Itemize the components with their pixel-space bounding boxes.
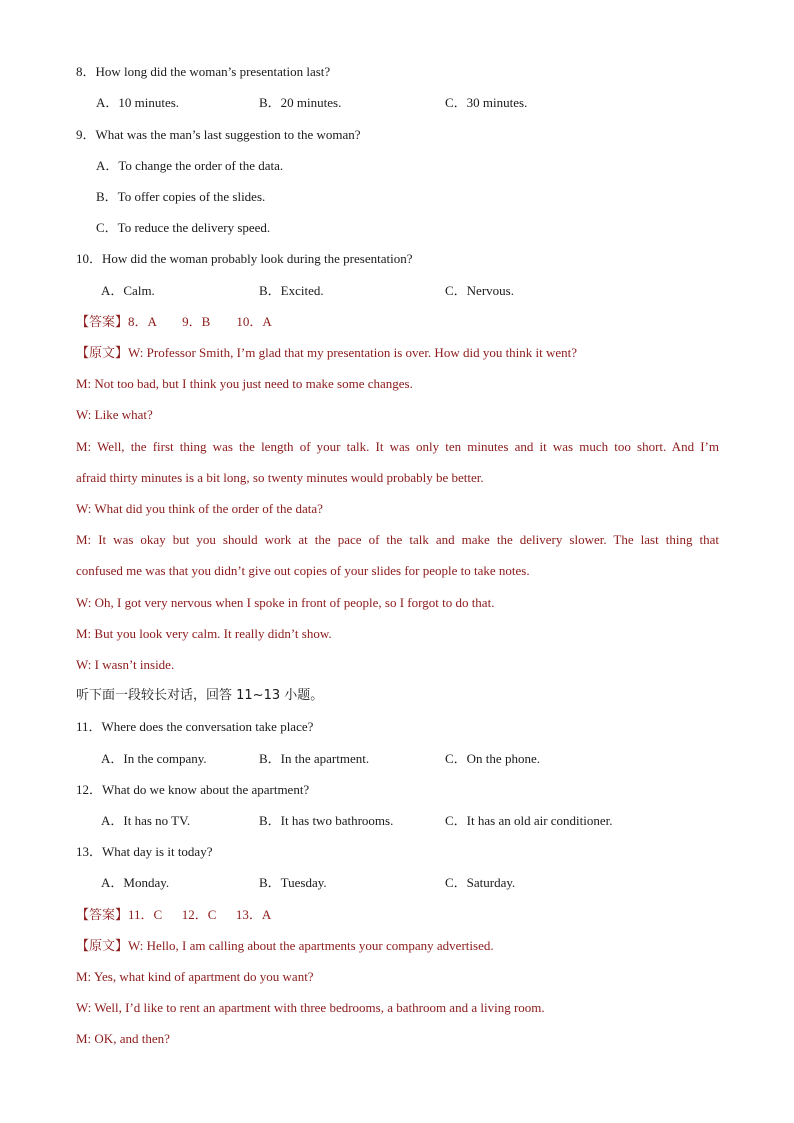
answer-block-1 <box>76 314 272 331</box>
transcript-line: M: It was okay but you should work at the pace of the talk and make the delivery slower. The last thing that <box>76 532 719 547</box>
q13-option-a: A．Monday. <box>101 875 170 890</box>
q11-option-c: C．On the phone. <box>445 751 540 766</box>
q8-option-b: B．20 minutes. <box>259 95 342 110</box>
question-11: 11．Where does the conversation take place? <box>76 719 314 734</box>
transcript-line: confused me was that you didn’t give out copies of your slides for people to take notes. <box>76 563 530 578</box>
transcript-line: M: Well, the first thing was the length of your talk. It was only ten minutes and it was much too short. And I’m <box>76 439 719 454</box>
transcript-block-2 <box>76 938 494 955</box>
q11-option-a: A．In the company. <box>101 751 207 766</box>
answer-label: 【答案】 <box>76 315 129 330</box>
q10-option-c: C．Nervous. <box>445 283 514 298</box>
transcript-line: W: Well, I’d like to rent an apartment with three bedrooms, a bathroom and a living room. <box>76 1000 545 1015</box>
transcript-line: W: Hello, I am calling about the apartments your company advertised. <box>128 938 494 953</box>
transcript-block-1 <box>76 345 577 362</box>
answer-block-2 <box>76 907 271 924</box>
transcript-line: afraid thirty minutes is a bit long, so twenty minutes would probably be better. <box>76 470 484 485</box>
question-13: 13．What day is it today? <box>76 844 213 859</box>
transcript-line: M: But you look very calm. It really didn’t show. <box>76 626 332 641</box>
question-12: 12．What do we know about the apartment? <box>76 782 310 797</box>
transcript-line: M: Yes, what kind of apartment do you want? <box>76 969 314 984</box>
transcript-line: W: Like what? <box>76 407 153 422</box>
question-9: 9．What was the man’s last suggestion to the woman? <box>76 127 361 142</box>
q13-option-c: C．Saturday. <box>445 875 516 890</box>
q8-option-c: C．30 minutes. <box>445 95 528 110</box>
q8-option-a: A．10 minutes. <box>96 95 180 110</box>
q9-option-a: A．To change the order of the data. <box>96 158 284 173</box>
q13-option-b: B．Tuesday. <box>259 875 327 890</box>
q12-option-c: C．It has an old air conditioner. <box>445 813 613 828</box>
transcript-label: 【原文】 <box>76 346 129 361</box>
q11-option-b: B．In the apartment. <box>259 751 370 766</box>
transcript-line: W: Oh, I got very nervous when I spoke in front of people, so I forgot to do that. <box>76 595 495 610</box>
answer-text: 8．A 9．B 10．A <box>128 314 272 329</box>
question-8: 8．How long did the woman’s presentation last? <box>76 64 331 79</box>
q12-option-b: B．It has two bathrooms. <box>259 813 394 828</box>
transcript-line: M: Not too bad, but I think you just need to make some changes. <box>76 376 413 391</box>
q10-option-a: A．Calm. <box>101 283 155 298</box>
transcript-line: W: I wasn’t inside. <box>76 657 175 672</box>
transcript-line: W: Professor Smith, I’m glad that my presentation is over. How did you think it went? <box>128 345 578 360</box>
q12-option-a: A．It has no TV. <box>101 813 191 828</box>
transcript-line: M: OK, and then? <box>76 1031 170 1046</box>
q9-option-c: C．To reduce the delivery speed. <box>96 220 271 235</box>
q9-option-b: B．To offer copies of the slides. <box>96 189 266 204</box>
answer-label: 【答案】 <box>76 908 129 923</box>
transcript-label: 【原文】 <box>76 939 129 954</box>
question-10: 10．How did the woman probably look during the presentation? <box>76 251 413 266</box>
answer-text: 11．C 12．C 13．A <box>128 907 272 922</box>
q10-option-b: B．Excited. <box>259 283 324 298</box>
transcript-line: W: What did you think of the order of the data? <box>76 501 323 516</box>
section-instruction: 听下面一段较长对话，回答 11~13 小题。 <box>76 688 324 703</box>
